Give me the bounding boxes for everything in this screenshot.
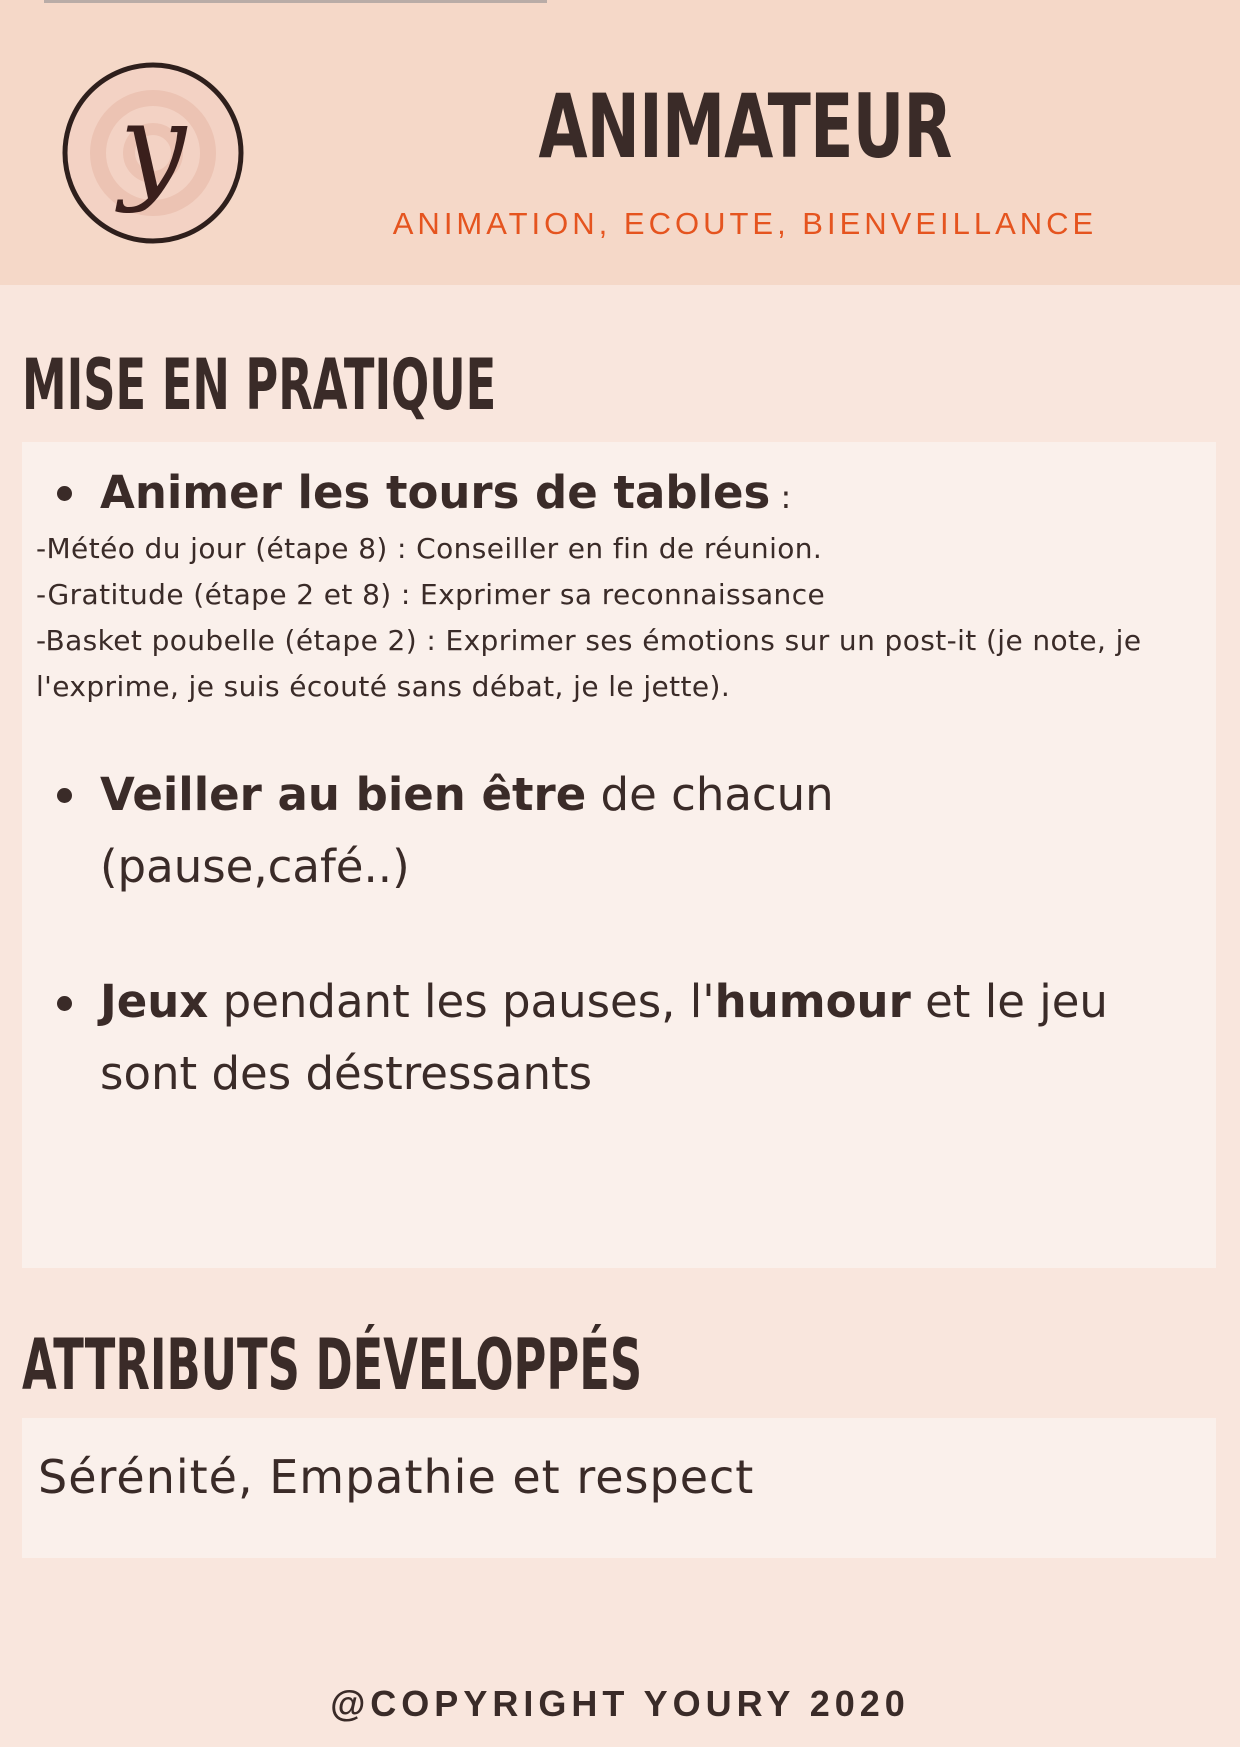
page-subtitle: ANIMATION, ECOUTE, BIENVEILLANCE bbox=[392, 206, 1098, 241]
list-item-rest: : bbox=[770, 478, 792, 516]
list-item bbox=[100, 759, 960, 903]
list-item-bold: Animer les tours de tables bbox=[100, 466, 771, 519]
top-divider bbox=[44, 0, 547, 3]
list-item-bold: humour bbox=[714, 975, 911, 1028]
attributes-heading: ATTRIBUTS DÉVELOPPÉS bbox=[22, 1324, 643, 1406]
detail-line: -Gratitude (étape 2 et 8) : Exprimer sa reconnaissance bbox=[36, 578, 826, 611]
list-item-text: et le jeu sont des déstressants bbox=[100, 975, 1108, 1100]
logo-letter: y bbox=[119, 77, 187, 215]
attributes-text: Sérénité, Empathie et respect bbox=[38, 1450, 755, 1504]
list-item-bold: Jeux bbox=[100, 975, 209, 1028]
copyright-footer: @COPYRIGHT YOURY 2020 bbox=[330, 1683, 910, 1724]
bullet-dot bbox=[57, 996, 72, 1011]
list-item bbox=[100, 457, 1180, 533]
practice-heading: MISE EN PRATIQUE bbox=[22, 344, 497, 426]
bullet-dot bbox=[57, 788, 72, 803]
bullet-dot bbox=[57, 486, 72, 501]
detail-line: -Basket poubelle (étape 2) : Exprimer ses émotions sur un post-it (je note, je l'exprime, je suis écouté sans débat, je le jette). bbox=[36, 624, 1142, 703]
youry-logo bbox=[61, 61, 245, 245]
detail-line: -Météo du jour (étape 8) : Conseiller en fin de réunion. bbox=[36, 532, 823, 565]
list-item-rest: de chacun (pause,café..) bbox=[100, 768, 834, 893]
list-item bbox=[100, 966, 1180, 1110]
list-item-text: pendant les pauses, l' bbox=[208, 975, 715, 1028]
page-title: ANIMATEUR bbox=[538, 75, 952, 178]
tour-de-table-details bbox=[36, 526, 1216, 710]
list-item-bold: Veiller au bien être bbox=[100, 768, 587, 821]
